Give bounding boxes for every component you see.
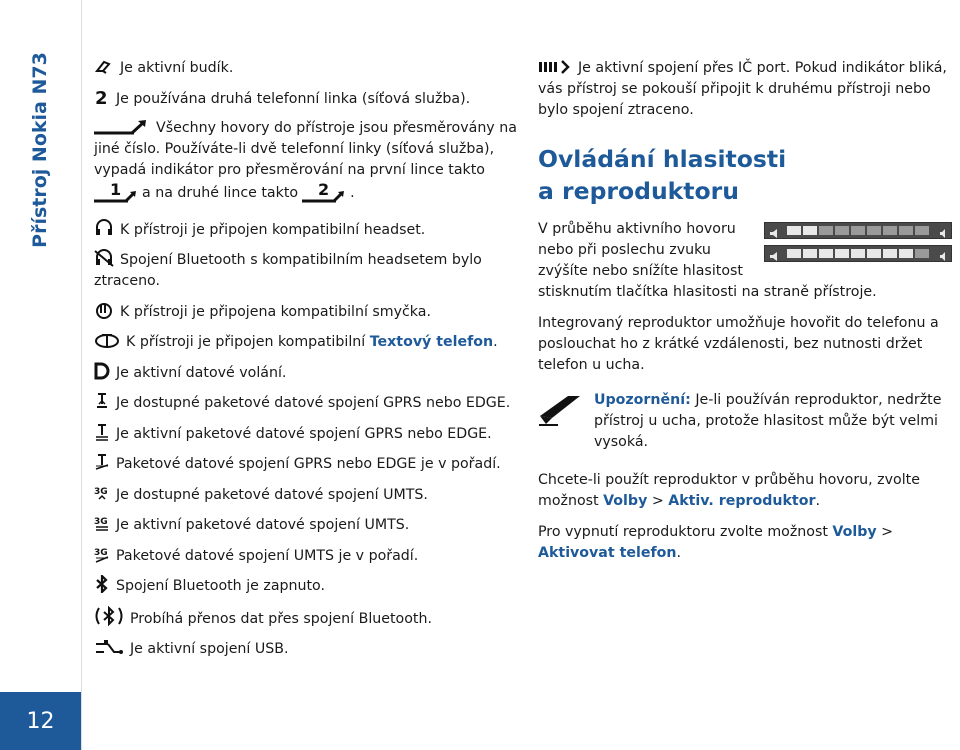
volume-bar-low [764,222,952,239]
loopset-icon [94,301,114,319]
sidebar [0,0,82,750]
umts-hold-icon [94,545,110,563]
usb-icon [94,638,124,656]
svg-text:2: 2 [95,87,108,106]
list-item: 2 Je používána druhá telefonní linka (síťová služba). [95,87,471,107]
options-link[interactable]: Volby [832,524,877,540]
volume-cell [899,249,913,258]
activate-phone-link[interactable]: Aktivovat telefon [538,545,677,561]
chapter-title: Přístroj Nokia N73 [29,52,52,248]
list-item: Je aktivní budík. [94,58,518,79]
headset-lost-icon [94,249,114,267]
gprs-hold-icon [94,453,110,471]
gprs-active-icon [94,423,110,441]
volume-cell [867,226,881,235]
volume-cell [835,226,849,235]
warning-note: Upozornění: Je-li používán reproduktor, nedržte přístroj u ucha, protože hlasitost může být velmi vysoká. [538,390,952,460]
volume-cell [787,249,801,258]
volume-cell [851,249,865,258]
volume-cell [803,226,817,235]
right-column [538,58,952,574]
indicator-list [94,58,518,669]
volume-cell [915,249,929,258]
speaker-icon [939,225,947,246]
list-item: Je dostupné paketové datové spojení GPRS nebo EDGE. [94,392,518,414]
list-item: 3G Je dostupné paketové datové spojení UMTS. [94,484,518,506]
volume-cell [899,226,913,235]
svg-text:3G: 3G [94,517,108,527]
speaker-paragraph: Integrovaný reproduktor umožňuje hovořit do telefonu a poslouchat ho z krátké vzdálenosti, bez nutnosti držet telefon u ucha. [538,315,939,373]
infrared-icon [538,59,572,75]
speaker-off-paragraph: Pro vypnutí reproduktoru zvolte možnost Volby > Aktivovat telefon. [538,524,894,561]
list-item: 3G Je aktivní paketové datové spojení UMTS. [94,514,518,536]
speaker-icon [769,225,781,246]
list-item: Je aktivní datové volání. [94,362,518,384]
volume-cells [787,226,929,235]
call-divert-icon [94,119,148,135]
list-item: Paketové datové spojení GPRS nebo EDGE je v pořadí. [94,453,518,475]
options-link[interactable]: Volby [603,493,648,509]
volume-paragraph: V průběhu aktivního hovoru nebo při poslechu zvuku zvýšíte nebo snížíte hlasitost stisknutím tlačítka hlasitosti na straně přístroje. [538,219,952,303]
volume-cell [787,226,801,235]
data-call-icon [94,362,110,380]
svg-text:2: 2 [318,181,330,199]
warning-pen-icon [538,394,582,433]
volume-indicators [764,222,952,268]
line-two-icon [94,88,110,106]
svg-text:1: 1 [110,181,122,199]
bluetooth-transfer-icon [94,606,124,626]
volume-cell [835,249,849,258]
umts-available-icon [94,484,110,502]
volume-bar-high [764,245,952,262]
volume-cell [915,226,929,235]
bluetooth-icon [94,575,110,593]
call-divert-line1-icon [94,181,138,210]
volume-cell [851,226,865,235]
gprs-available-icon [94,392,110,410]
list-item: Je aktivní spojení USB. [94,638,518,660]
volume-cell [819,249,833,258]
list-item: K přístroji je připojen kompatibilní Textový telefon. [94,331,518,353]
speaker-icon [939,248,947,269]
umts-active-icon [94,514,110,532]
list-item: Všechny hovory do přístroje jsou přesměrovány na jiné číslo. Používáte-li dvě telefonní linky (síťová služba), vypadá indikátor pro přesměrování na první lince takto 1 a na druhé lince takto 2 . [94,118,518,210]
list-item: Spojení Bluetooth je zapnuto. [94,575,518,597]
text-phone-icon [94,331,120,349]
call-divert-line2-icon [302,181,346,210]
alarm-icon [94,59,114,75]
list-item: Spojení Bluetooth s kompatibilním headsetem bylo ztraceno. [94,249,518,292]
text-phone-link[interactable]: Textový telefon [369,334,494,350]
list-item: K přístroji je připojena kompatibilní smyčka. [94,301,518,323]
list-item: K přístroji je připojen kompatibilní headset. [94,219,518,241]
ir-paragraph: Je aktivní spojení přes IČ port. Pokud indikátor bliká, vás přístroj se pokouší připojit k druhému přístroji nebo bylo spojení ztraceno. [538,60,947,118]
volume-cell [819,226,833,235]
list-item: 3G Paketové datové spojení UMTS je v pořadí. [94,545,518,567]
svg-text:3G: 3G [94,486,108,497]
activate-speaker-link[interactable]: Aktiv. reproduktor [668,493,816,509]
volume-cell [883,226,897,235]
speaker-on-paragraph: Chcete-li použít reproduktor v průběhu hovoru, zvolte možnost Volby > Aktiv. reproduktor. [538,472,920,509]
volume-cell [803,249,817,258]
volume-cell [867,249,881,258]
page-number: 12 [0,692,81,750]
speaker-icon [769,248,781,269]
headset-icon [94,219,114,237]
list-item: Probíhá přenos dat přes spojení Bluetooth. [94,606,518,630]
section-heading: Ovládání hlasitosti a reproduktoru [538,145,787,205]
svg-text:3G: 3G [94,547,108,558]
volume-cell [883,249,897,258]
volume-cells [787,249,929,258]
list-item: Je aktivní paketové datové spojení GPRS nebo EDGE. [94,423,518,445]
